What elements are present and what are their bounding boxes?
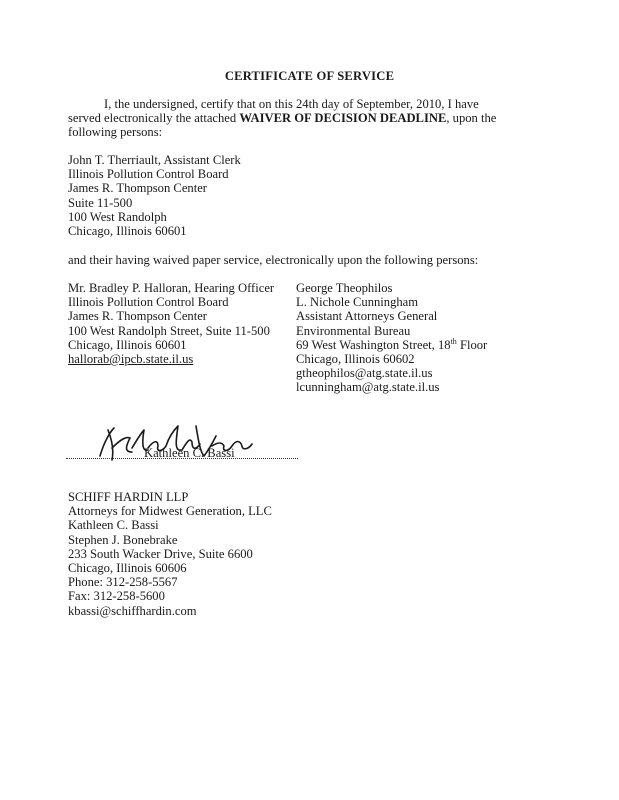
address-line: George Theophilos: [296, 281, 393, 295]
signatory-name: Kathleen C. Bassi: [144, 446, 235, 460]
street-text-end: Floor: [456, 337, 488, 352]
waiver-statement: and their having waived paper service, electronically upon the following persons:: [68, 253, 479, 267]
firm-phone: Phone: 312-258-5567: [68, 575, 178, 590]
address-line: Chicago, Illinois 60601: [68, 337, 187, 352]
hearing-officer-email-link[interactable]: hallorab@ipcb.state.il.us: [68, 352, 194, 367]
email-line: gtheophilos@atg.state.il.us: [296, 366, 433, 381]
attorney-general-address: [296, 281, 487, 395]
address-line: L. Nichole Cunningham: [296, 295, 419, 310]
firm-line: Kathleen C. Bassi: [68, 518, 159, 533]
address-line: James R. Thompson Center: [68, 181, 207, 196]
hearing-officer-address: [68, 281, 274, 366]
document-title: CERTIFICATE OF SERVICE: [224, 69, 395, 83]
address-line: John T. Therriault, Assistant Clerk: [68, 153, 241, 167]
firm-line: Chicago, Illinois 60606: [68, 561, 187, 576]
firm-line: Attorneys for Midwest Generation, LLC: [68, 504, 272, 519]
address-line: Chicago, Illinois 60602: [296, 352, 415, 367]
address-line: 100 West Randolph: [68, 209, 167, 224]
intro-text-end: , upon the following persons:: [68, 111, 497, 140]
address-line: 100 West Randolph Street, Suite 11-500: [68, 323, 270, 338]
email-line: lcunningham@atg.state.il.us: [296, 380, 440, 395]
address-line: James R. Thompson Center: [68, 309, 207, 324]
certification-paragraph: [68, 97, 508, 140]
firm-line: Stephen J. Bonebrake: [68, 532, 178, 547]
primary-recipient-address: [68, 153, 241, 238]
firm-name: SCHIFF HARDIN LLP: [68, 490, 189, 504]
address-line: Suite 11-500: [68, 195, 133, 210]
address-line: Illinois Pollution Control Board: [68, 295, 229, 310]
firm-fax: Fax: 312-258-5600: [68, 589, 165, 604]
street-address-line: [296, 338, 487, 352]
street-text: 69 West Washington Street, 18: [296, 337, 451, 352]
firm-email: kbassi@schiffhardin.com: [68, 603, 197, 618]
intro-text: I, the undersigned, certify that on this 24th day of September, 2010, I have served electronically the attached: [68, 97, 479, 126]
firm-signature-block: [68, 490, 272, 618]
address-line: Mr. Bradley P. Halloran, Hearing Officer: [68, 281, 275, 295]
address-line: Assistant Attorneys General: [296, 309, 438, 324]
address-line: Illinois Pollution Control Board: [68, 167, 229, 182]
firm-line: 233 South Wacker Drive, Suite 6600: [68, 546, 253, 561]
address-line: Environmental Bureau: [296, 323, 411, 338]
address-line: Chicago, Illinois 60601: [68, 224, 187, 239]
ordinal-suffix: th: [450, 336, 457, 346]
document-name: WAIVER OF DECISION DEADLINE: [239, 111, 447, 126]
handwritten-signature: [92, 418, 262, 468]
